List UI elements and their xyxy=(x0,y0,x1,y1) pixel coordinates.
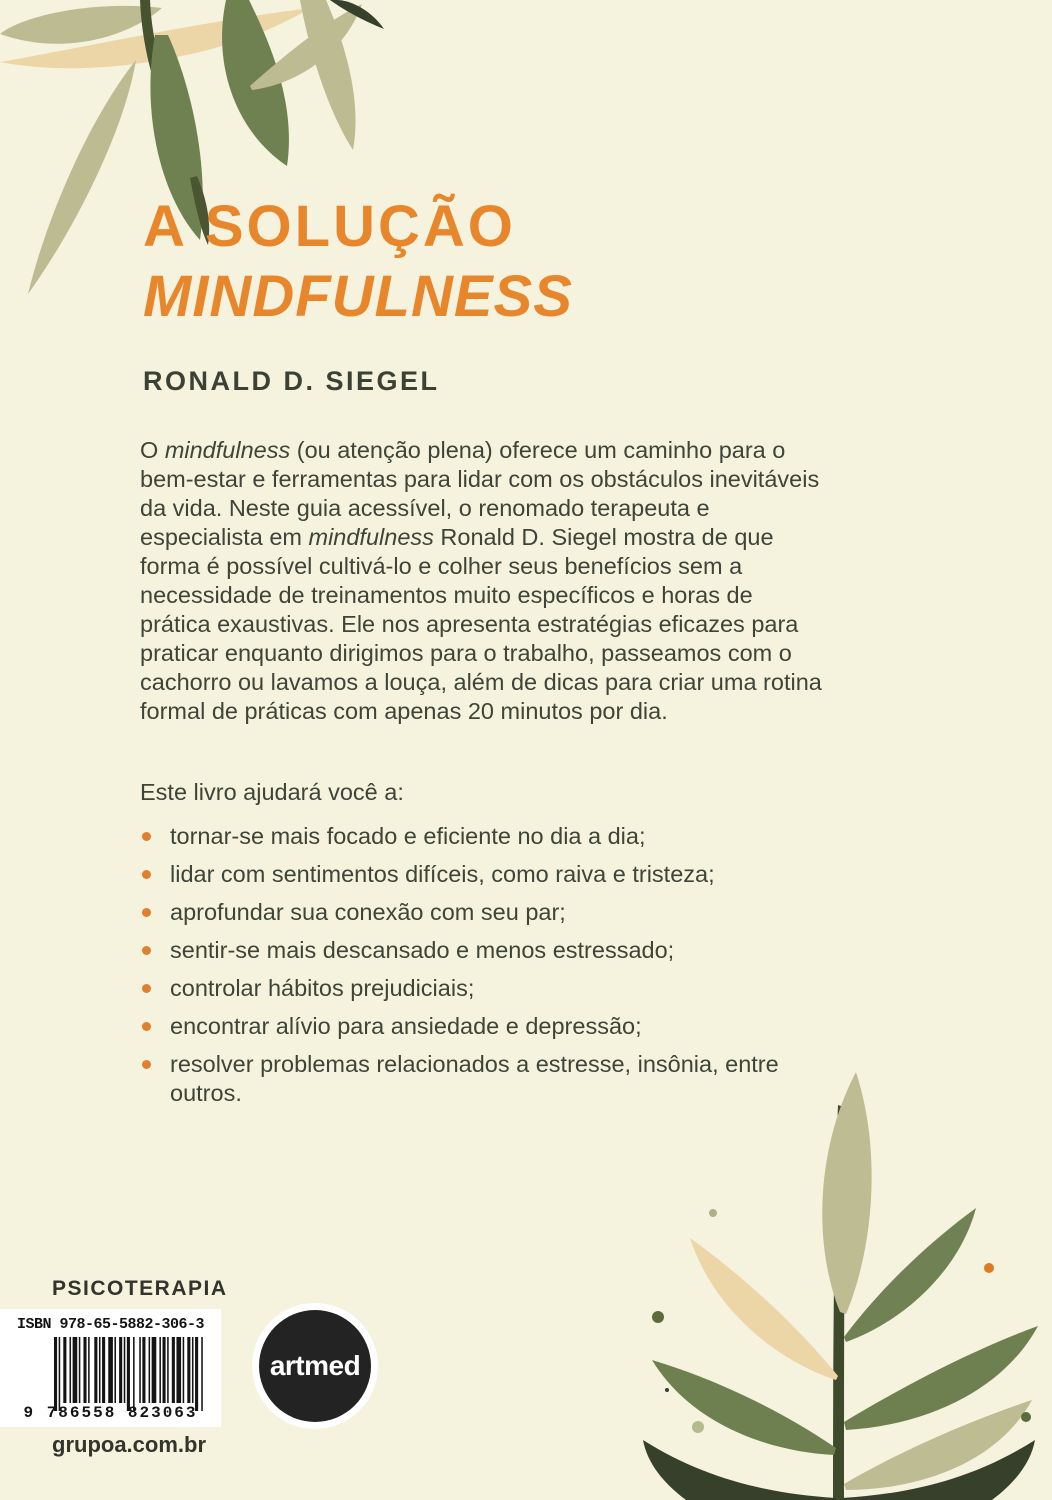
list-item xyxy=(140,822,840,851)
list-item-text: lidar com sentimentos difíceis, como raiva e tristeza; xyxy=(170,861,715,887)
synopsis-paragraph: O mindfulness (ou atenção plena) oferece um caminho para o bem-estar e ferramentas para lidar com os obstáculos inevitáveis da vida. Neste guia acessível, o renomado terapeuta e especialista em mindfulness Ronald D. Siegel mostra de que forma é possível cultivá-lo e colher seus benefícios sem a necessidade de treinamentos muito específicos e horas de prática exaustivas. Ele nos apresenta estratégias eficazes para praticar enquanto dirigimos para o trabalho, passeamos com o cachorro ou lavamos a louça, além de dicas para criar uma rotina formal de práticas com apenas 20 minutos por dia. xyxy=(140,437,822,724)
bullet-dot xyxy=(142,1022,151,1031)
publisher-logo-artmed xyxy=(252,1303,378,1429)
list-item-text: resolver problemas relacionados a estresse, insônia, entre outros. xyxy=(170,1051,779,1106)
category-label: PSICOTERAPIA xyxy=(52,1277,228,1300)
accent-dot-sage xyxy=(692,1421,704,1433)
bullet-dot xyxy=(142,946,151,955)
barcode-digits: 9 786558 823063 xyxy=(23,1404,198,1422)
publisher-website: grupoa.com.br xyxy=(52,1432,207,1457)
publisher-logo-text: artmed xyxy=(269,1350,361,1381)
bullet-dot xyxy=(142,870,151,879)
accent-dot-olive xyxy=(652,1311,664,1323)
leaf-olive-left xyxy=(652,1360,836,1455)
list-item-text: tornar-se mais focado e eficiente no dia a dia; xyxy=(170,823,646,849)
title-line-2: MINDFULNESS xyxy=(143,264,573,329)
list-item-text: controlar hábitos prejudiciais; xyxy=(170,975,475,1001)
list-item xyxy=(140,974,840,1003)
bullet-dot xyxy=(142,984,151,993)
isbn-barcode-block xyxy=(0,1309,221,1427)
benefits-list xyxy=(140,822,840,1117)
leaf-tan-left xyxy=(690,1238,838,1380)
bullet-dot xyxy=(142,908,151,917)
author-name: RONALD D. SIEGEL xyxy=(143,366,440,396)
benefits-intro: Este livro ajudará você a: xyxy=(140,779,404,805)
list-item xyxy=(140,860,840,889)
list-item-text: encontrar alívio para ansiedade e depressão; xyxy=(170,1013,642,1039)
list-item xyxy=(140,936,840,965)
bullet-dot xyxy=(142,832,151,841)
list-item-text: aprofundar sua conexão com seu par; xyxy=(170,899,566,925)
list-item xyxy=(140,898,840,927)
list-item xyxy=(140,1012,840,1041)
book-title xyxy=(143,192,573,332)
list-item xyxy=(140,1050,840,1108)
publisher-logo-circle xyxy=(259,1310,371,1422)
bullet-dot xyxy=(142,1060,151,1069)
title-line-1: A SOLUÇÃO xyxy=(143,194,516,259)
isbn-number: ISBN 978-65-5882-306-3 xyxy=(16,1316,205,1333)
leaf-sage xyxy=(28,60,136,294)
list-item-text: sentir-se mais descansado e menos estressado; xyxy=(170,937,675,963)
plant-bottom-right-illustration xyxy=(632,1050,1052,1500)
accent-dot-dark xyxy=(665,1388,669,1392)
accent-dot-sage xyxy=(709,1209,717,1217)
accent-dot-orange xyxy=(984,1263,994,1273)
accent-dot-olive xyxy=(1021,1412,1031,1422)
barcode-bars xyxy=(54,1337,206,1413)
